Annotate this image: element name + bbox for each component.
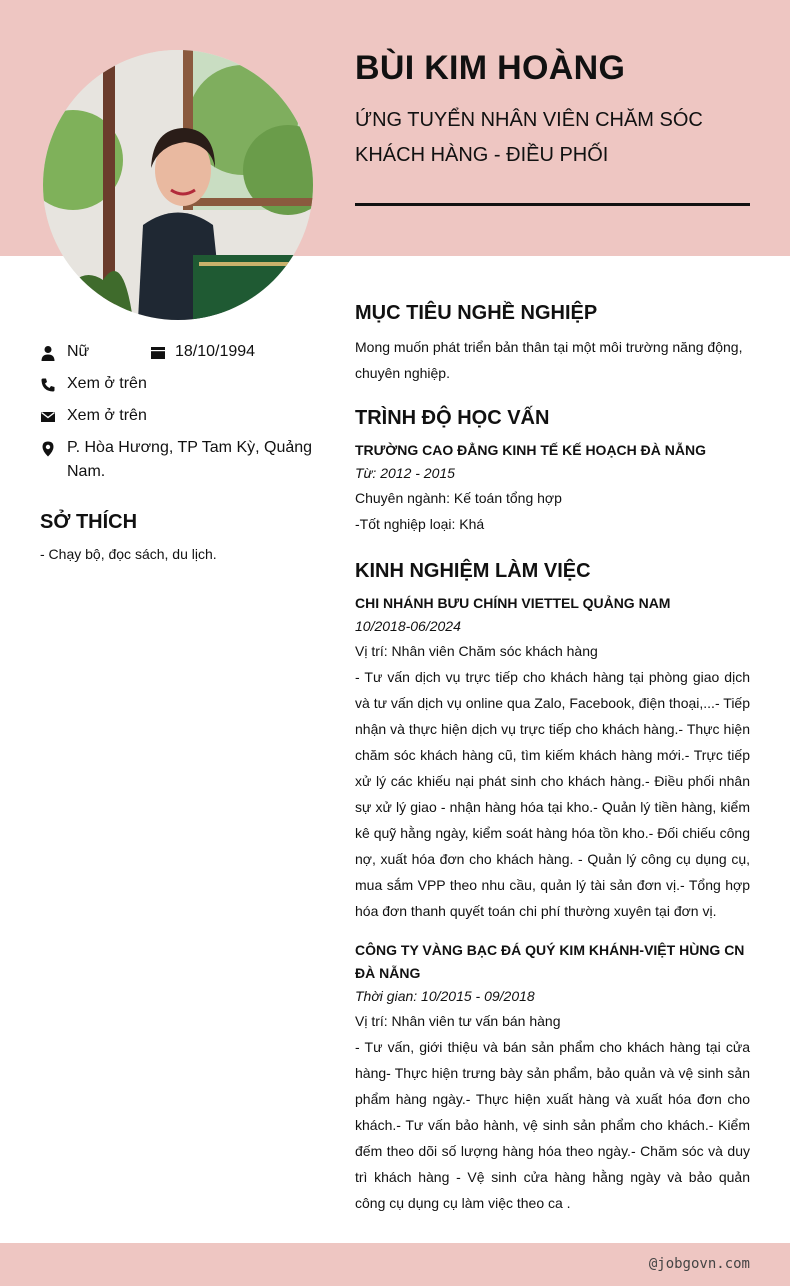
- phone-icon: [40, 377, 56, 393]
- education-period: Từ: 2012 - 2015: [355, 465, 455, 481]
- job-2-role: Vị trí: Nhân viên tư vấn bán hàng: [355, 1013, 561, 1029]
- hobbies-title: SỞ THÍCH: [40, 511, 138, 533]
- job-1-role: Vị trí: Nhân viên Chăm sóc khách hàng: [355, 643, 598, 659]
- job-2-description: - Tư vấn, giới thiệu và bán sản phẩm cho khách hàng tại cửa hàng- Thực hiện trưng bày sản phẩm, bảo quản và vệ sinh sản phẩm hàng ngày.- Thực hiện xuất hàng và xuất hóa đơn cho khách.- Tư vấn bảo hành, vệ sinh sản phẩm cho khách.- Kiểm đếm theo dõi số lượng hàng hóa theo ngày.- Chăm sóc và duy trì khách hàng - Vệ sinh cửa hàng hằng ngày và bảo quản công cụ dụng cụ làm việc theo ca .: [355, 1039, 750, 1211]
- job-1-period: 10/2018-06/2024: [355, 618, 461, 634]
- education-grade: -Tốt nghiệp loại: Khá: [355, 516, 485, 532]
- footer-band: [0, 1243, 790, 1286]
- hobbies-text: - Chạy bộ, đọc sách, du lịch.: [40, 546, 217, 562]
- applied-position-line-2: KHÁCH HÀNG - ĐIỀU PHỐI: [355, 144, 609, 166]
- phone-value: Xem ở trên: [67, 375, 147, 392]
- objective-title: MỤC TIÊU NGHỀ NGHIỆP: [355, 302, 598, 324]
- gender-value: Nữ: [67, 343, 90, 360]
- applied-position-line-1: ỨNG TUYỂN NHÂN VIÊN CHĂM SÓC: [355, 109, 703, 131]
- job-2-company: CÔNG TY VÀNG BẠC ĐÁ QUÝ KIM KHÁNH-VIỆT HÙNG CN ĐÀ NẴNG: [355, 942, 745, 981]
- address-line-1: P. Hòa Hương, TP Tam Kỳ, Quảng: [67, 439, 313, 456]
- objective-line-2: chuyên nghiệp.: [355, 365, 450, 381]
- profile-photo: [43, 50, 313, 320]
- email-value: Xem ở trên: [67, 407, 147, 424]
- objective-line-1: Mong muốn phát triển bản thân tại một môi trường năng động,: [355, 339, 743, 355]
- calendar-icon: [150, 345, 166, 361]
- header-divider: [355, 203, 750, 206]
- experience-title: KINH NGHIỆM LÀM VIỆC: [355, 560, 591, 582]
- footer-watermark: @jobgovn.com: [648, 1256, 750, 1272]
- candidate-name: BÙI KIM HOÀNG: [355, 49, 626, 87]
- job-1-company: CHI NHÁNH BƯU CHÍNH VIETTEL QUẢNG NAM: [355, 595, 671, 611]
- address-line-2: Nam.: [67, 463, 106, 480]
- person-icon: [40, 345, 56, 361]
- education-school: TRƯỜNG CAO ĐẲNG KINH TẾ KẾ HOẠCH ĐÀ NẴNG: [355, 442, 706, 458]
- profile-photo-illustration: [43, 50, 313, 320]
- address-value: [67, 436, 317, 484]
- education-title: TRÌNH ĐỘ HỌC VẤN: [355, 407, 550, 429]
- job-1-description: - Tư vấn dịch vụ trực tiếp cho khách hàng tại phòng giao dịch và tư vấn dịch vụ online qua Zalo, Facebook, điện thoại,...- Tiếp nhận và thực hiện dịch vụ trực tiếp cho khách hàng.- Thực hiện chăm sóc khách hàng cũ, tìm kiếm khách hàng mới.- Trực tiếp xử lý các khiếu nại phát sinh cho khách hàng.- Điều phối nhân sự xử lý giao - nhận hàng hóa tại kho.- Quản lý tiền hàng, kiểm kê quỹ hằng ngày, kiểm soát hàng hóa tồn kho.- Đối chiếu công nợ, xuất hóa đơn cho khách hàng. - Quản lý công cụ dụng cụ, mua sắm VPP theo nhu cầu, quản lý tài sản đơn vị.- Tổng hợp hóa đơn thanh quyết toán chi phí thường xuyên tại đơn vị.: [355, 669, 750, 919]
- job-2-period: Thời gian: 10/2015 - 09/2018: [355, 988, 535, 1004]
- education-major: Chuyên ngành: Kế toán tổng hợp: [355, 490, 562, 506]
- location-icon: [40, 441, 56, 457]
- applied-position: [355, 103, 755, 173]
- birthday-value: 18/10/1994: [175, 343, 256, 360]
- email-icon: [40, 409, 56, 425]
